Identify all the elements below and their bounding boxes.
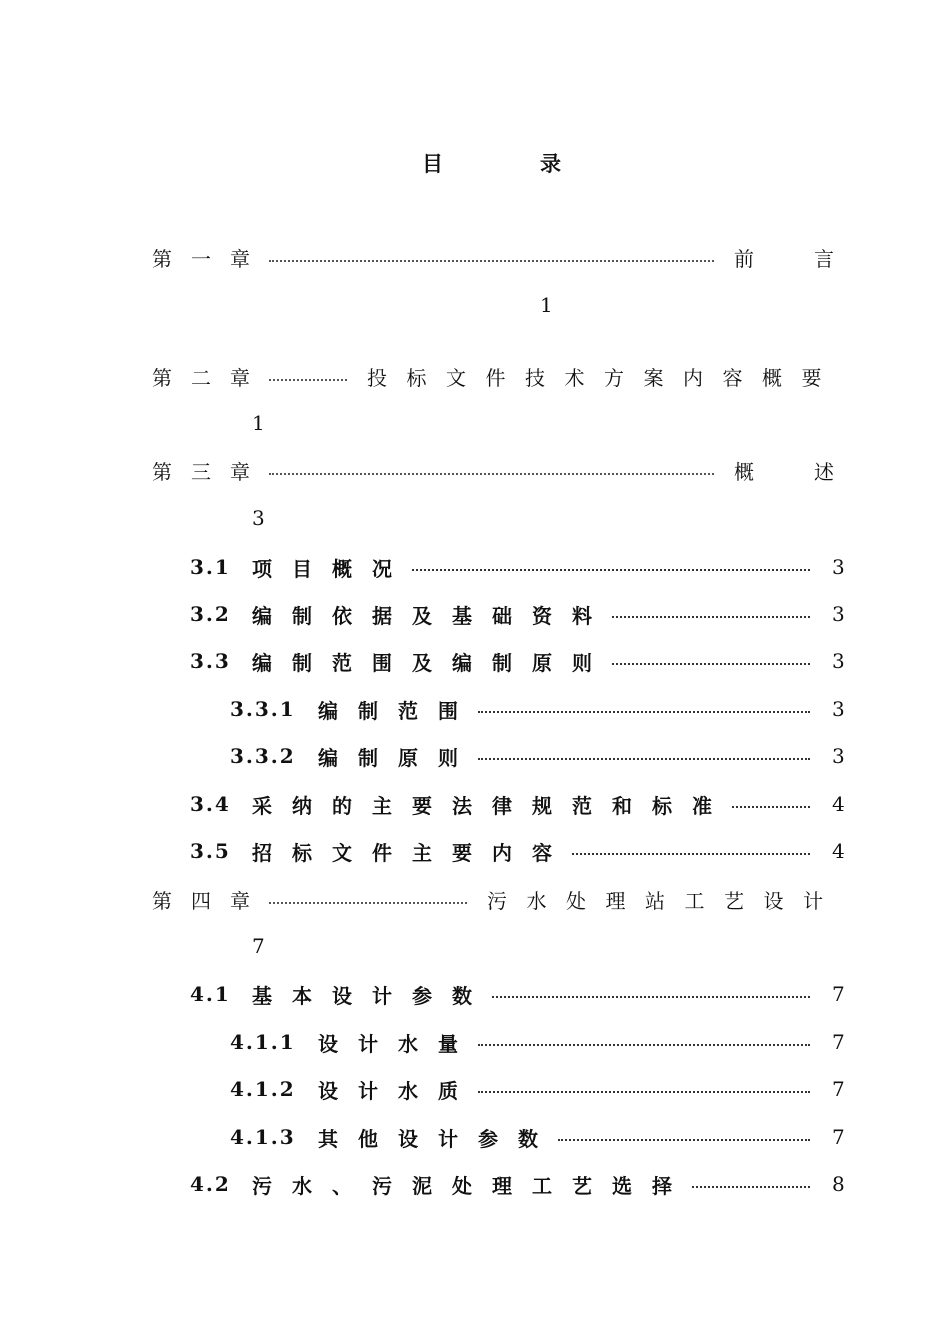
section-page-number: 3 (832, 555, 845, 579)
section-number: 3.3.2 (230, 744, 296, 768)
dot-leader (492, 984, 810, 998)
section-title: 招标文件主要内容 (252, 840, 572, 865)
section-title: 编制依据及基础资料 (252, 603, 612, 628)
chapter-page-number: 3 (252, 506, 265, 530)
chapter-name: 前 言 (734, 246, 834, 271)
section-title: 采纳的主要法律规范和标准 (252, 793, 732, 818)
section-number: 4.2 (190, 1172, 231, 1196)
section-page-number: 3 (832, 744, 845, 768)
chapter-page-number: 1 (252, 411, 265, 435)
toc-title-char-1: 目 (422, 151, 443, 176)
dot-leader (269, 459, 714, 475)
toc-section-4-1[interactable] (190, 979, 845, 1009)
section-number: 4.1 (190, 982, 231, 1006)
dot-leader (269, 365, 347, 381)
dot-leader (478, 1032, 810, 1046)
section-title: 项目概况 (252, 556, 412, 581)
dot-leader (478, 746, 810, 760)
chapter-page-number: 7 (252, 934, 265, 958)
section-number: 3.2 (190, 602, 231, 626)
chapter-label: 第四章 (152, 888, 269, 913)
dot-leader (558, 1127, 810, 1141)
dot-leader (269, 888, 467, 904)
section-page-number: 7 (832, 1030, 845, 1054)
section-page-number: 4 (832, 839, 845, 863)
section-page-number: 4 (832, 792, 845, 816)
toc-section-4-2[interactable] (190, 1169, 845, 1199)
toc-subsection-4-1-3[interactable] (230, 1122, 845, 1152)
toc-subsection-3-3-2[interactable] (230, 741, 845, 771)
section-number: 3.5 (190, 839, 231, 863)
dot-leader (612, 651, 810, 665)
toc-subsection-4-1-1[interactable] (230, 1027, 845, 1057)
section-page-number: 8 (832, 1172, 845, 1196)
section-page-number: 7 (832, 1125, 845, 1149)
section-number: 3.4 (190, 792, 231, 816)
section-number: 3.1 (190, 555, 231, 579)
section-title: 基本设计参数 (252, 983, 492, 1008)
dot-leader (269, 246, 714, 262)
toc-title-char-2: 录 (540, 151, 561, 176)
section-title: 其他设计参数 (318, 1126, 558, 1151)
section-title: 编制原则 (318, 745, 478, 770)
chapter-page-number: 1 (540, 293, 553, 317)
section-number: 4.1.2 (230, 1077, 296, 1101)
dot-leader (412, 557, 810, 571)
section-title: 编制范围及编制原则 (252, 650, 612, 675)
chapter-name: 概 述 (734, 459, 834, 484)
section-number: 4.1.3 (230, 1125, 296, 1149)
section-number: 3.3 (190, 649, 231, 673)
section-page-number: 7 (832, 982, 845, 1006)
chapter-label: 第三章 (152, 459, 269, 484)
section-number: 4.1.1 (230, 1030, 296, 1054)
dot-leader (478, 699, 810, 713)
section-page-number: 7 (832, 1077, 845, 1101)
dot-leader (692, 1174, 810, 1188)
section-title: 设计水质 (318, 1078, 478, 1103)
section-title: 设计水量 (318, 1031, 478, 1056)
toc-chapter-3[interactable] (152, 455, 834, 485)
dot-leader (732, 794, 810, 808)
toc-chapter-1[interactable] (152, 242, 834, 272)
chapter-label: 第一章 (152, 246, 269, 271)
toc-chapter-2[interactable] (152, 361, 841, 391)
section-page-number: 3 (832, 697, 845, 721)
chapter-name: 投标文件技术方案内容概要 (367, 365, 841, 390)
chapter-label: 第二章 (152, 365, 269, 390)
dot-leader (478, 1079, 810, 1093)
dot-leader (572, 841, 810, 855)
toc-section-3-5[interactable] (190, 836, 845, 866)
toc-section-3-2[interactable] (190, 599, 845, 629)
section-number: 3.3.1 (230, 697, 296, 721)
chapter-name: 污水处理站工艺设计 (487, 888, 843, 913)
toc-section-3-4[interactable] (190, 789, 845, 819)
section-page-number: 3 (832, 649, 845, 673)
section-title: 编制范围 (318, 698, 478, 723)
section-title: 污水、污泥处理工艺选择 (252, 1173, 692, 1198)
toc-section-3-1[interactable] (190, 552, 845, 582)
section-page-number: 3 (832, 602, 845, 626)
toc-section-3-3[interactable] (190, 646, 845, 676)
dot-leader (612, 604, 810, 618)
toc-subsection-3-3-1[interactable] (230, 694, 845, 724)
toc-chapter-4[interactable] (152, 884, 843, 914)
toc-subsection-4-1-2[interactable] (230, 1074, 845, 1104)
